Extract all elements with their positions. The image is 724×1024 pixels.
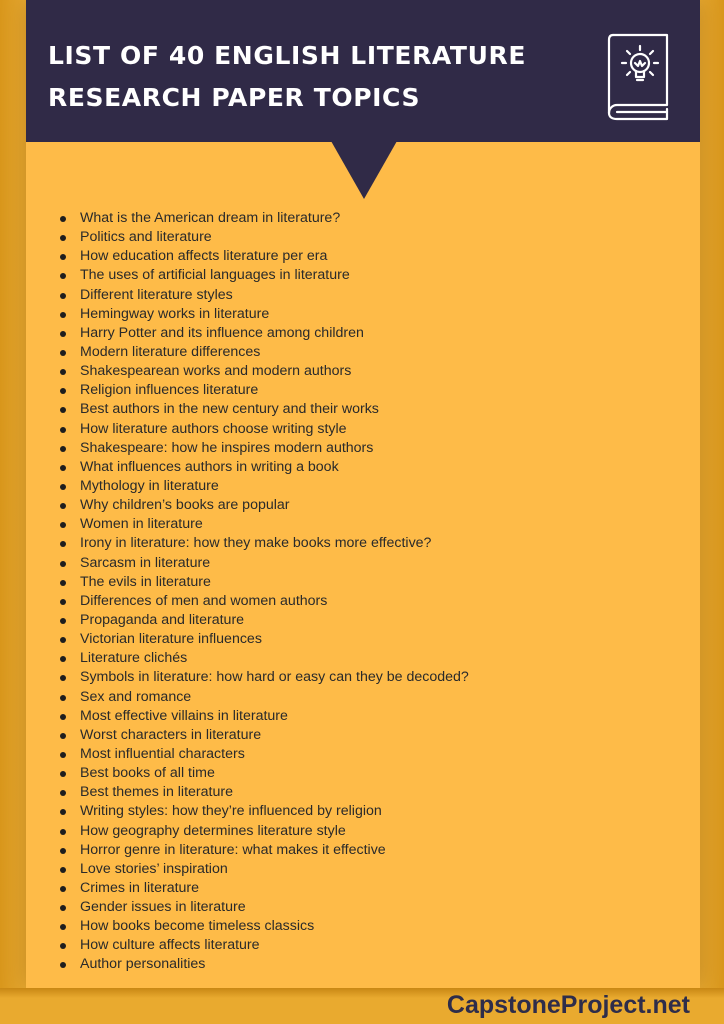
list-item: Symbols in literature: how hard or easy can they be decoded? (80, 668, 680, 687)
list-item: Author personalities (80, 955, 680, 974)
list-item: Victorian literature influences (80, 630, 680, 649)
list-item: How books become timeless classics (80, 917, 680, 936)
list-item: Literature clichés (80, 649, 680, 668)
list-item: Differences of men and women authors (80, 592, 680, 611)
list-item: Worst characters in literature (80, 726, 680, 745)
list-item: Best books of all time (80, 764, 680, 783)
title-line-1: LIST OF 40 ENGLISH LITERATURE (48, 41, 527, 70)
title-line-2: RESEARCH PAPER TOPICS (48, 83, 421, 112)
list-item: Irony in literature: how they make books more effective? (80, 534, 680, 553)
list-item: Gender issues in literature (80, 898, 680, 917)
list-item: How education affects literature per era (80, 247, 680, 266)
list-item: Why children’s books are popular (80, 496, 680, 515)
list-item: The uses of artificial languages in literature (80, 266, 680, 285)
list-item: Mythology in literature (80, 477, 680, 496)
list-item: What is the American dream in literature? (80, 209, 680, 228)
title-banner (26, 0, 700, 142)
list-item: How literature authors choose writing style (80, 420, 680, 439)
lightbulb-book-icon (605, 31, 675, 121)
list-item: The evils in literature (80, 573, 680, 592)
list-item: Sarcasm in literature (80, 554, 680, 573)
list-item: Horror genre in literature: what makes it effective (80, 841, 680, 860)
list-item: Crimes in literature (80, 879, 680, 898)
list-item: Shakespeare: how he inspires modern authors (80, 439, 680, 458)
list-item: Hemingway works in literature (80, 305, 680, 324)
list-item: Politics and literature (80, 228, 680, 247)
brand-link[interactable]: CapstoneProject.net (446, 991, 690, 1019)
list-item: Most influential characters (80, 745, 680, 764)
list-item: Writing styles: how they’re influenced by religion (80, 802, 680, 821)
list-item: Love stories’ inspiration (80, 860, 680, 879)
list-item: Different literature styles (80, 286, 680, 305)
list-item: Best themes in literature (80, 783, 680, 802)
list-item: Modern literature differences (80, 343, 680, 362)
list-item: Shakespearean works and modern authors (80, 362, 680, 381)
list-item: How geography determines literature style (80, 822, 680, 841)
list-item: Women in literature (80, 515, 680, 534)
list-item: Harry Potter and its influence among children (80, 324, 680, 343)
list-item: What influences authors in writing a book (80, 458, 680, 477)
list-item: Propaganda and literature (80, 611, 680, 630)
list-item: Most effective villains in literature (80, 707, 680, 726)
page-title (48, 35, 608, 119)
list-item: How culture affects literature (80, 936, 680, 955)
list-item: Religion influences literature (80, 381, 680, 400)
topic-list (80, 209, 680, 975)
list-item: Sex and romance (80, 688, 680, 707)
list-item: Best authors in the new century and their works (80, 400, 680, 419)
infographic-card (26, 0, 700, 988)
banner-pointer (331, 141, 397, 199)
